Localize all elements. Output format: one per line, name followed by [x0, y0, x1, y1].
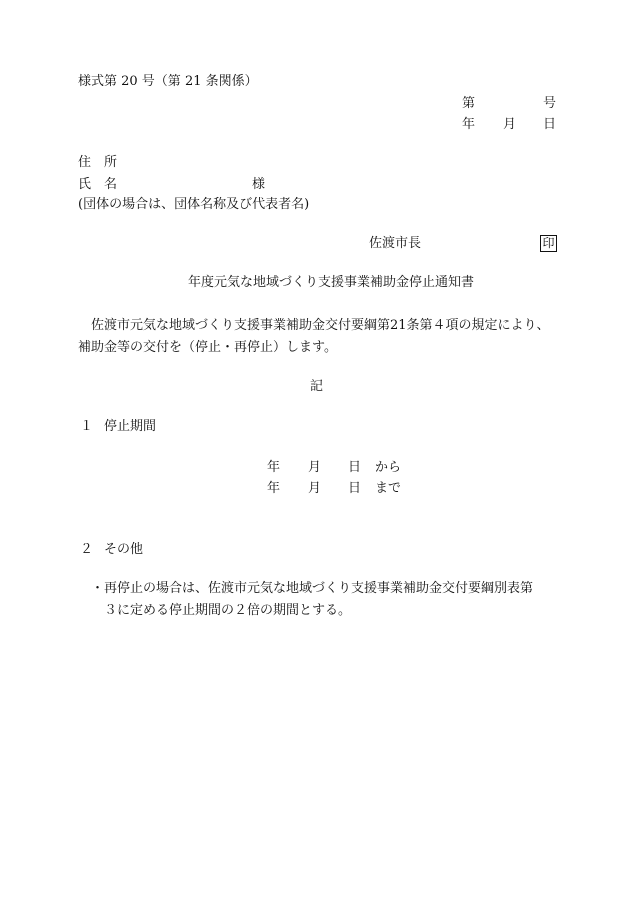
- note-line-1: ・再停止の場合は、佐渡市元気な地域づくり支援事業補助金交付要綱別表第: [91, 581, 534, 596]
- form-number: 様式第 20 号（第 21 条関係）: [78, 74, 258, 89]
- doc-number-dai: 第: [462, 96, 476, 111]
- issuer-title: 佐渡市長: [369, 236, 422, 251]
- period-to-day: 日: [348, 481, 362, 496]
- date-month: 月: [503, 117, 517, 132]
- period-to-month: 月: [308, 481, 322, 496]
- ki-heading: 記: [310, 379, 324, 394]
- period-to-suffix: まで: [375, 481, 402, 496]
- document-title: 年度元気な地域づくり支援事業補助金停止通知書: [188, 275, 475, 290]
- section1-number: １: [80, 419, 94, 434]
- group-note: (団体の場合は、団体名称及び代表者名): [78, 197, 310, 212]
- section1-heading: 停止期間: [104, 419, 157, 434]
- period-from-month: 月: [308, 460, 322, 475]
- address-label: 住 所: [78, 155, 118, 170]
- body-line-2: 補助金等の交付を（停止・再停止）します。: [78, 340, 337, 355]
- period-from-day: 日: [348, 460, 362, 475]
- seal-mark: 印: [540, 235, 557, 252]
- section2-heading: その他: [104, 542, 144, 557]
- period-to-year: 年: [267, 481, 281, 496]
- body-line-1: 佐渡市元気な地域づくり支援事業補助金交付要綱第21条第４項の規定により、: [91, 318, 550, 333]
- honorific-sama: 様: [252, 177, 266, 192]
- section2-number: ２: [80, 542, 94, 557]
- name-label: 氏 名: [78, 177, 118, 192]
- date-year: 年: [462, 117, 476, 132]
- period-from-year: 年: [267, 460, 281, 475]
- note-line-2: ３に定める停止期間の２倍の期間とする。: [104, 603, 352, 618]
- period-from-suffix: から: [375, 460, 402, 475]
- date-day: 日: [543, 117, 557, 132]
- doc-number-go: 号: [543, 96, 557, 111]
